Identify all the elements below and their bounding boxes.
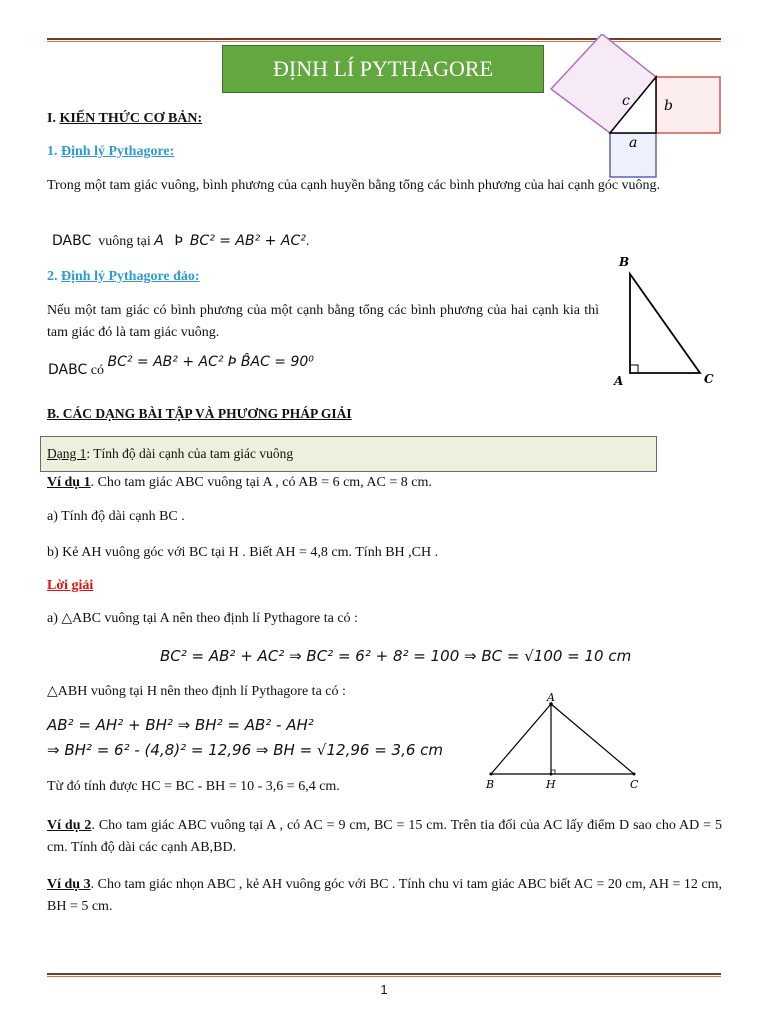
sol-eq1: BC² = AB² + AC² ⇒ BC² = 6² + 8² = 100 ⇒ BC = √100 = 10 cm	[160, 647, 632, 665]
label-B-lower: B	[486, 778, 495, 791]
vd3-text: Ví dụ 3. Cho tam giác nhọn ABC , kẻ AH vuông góc với BC . Tính chu vi tam giác ABC biết AC = 20 cm, AH = 12 cm, BH = 5 cm.	[47, 877, 722, 914]
label-B: B	[619, 255, 630, 269]
pythagoras-squares-figure	[545, 34, 725, 180]
vd1-b: b) Kẻ AH vuông góc với BC tại H . Biết AH = 4,8 cm. Tính BH ,CH .	[47, 545, 439, 560]
sol-eq2: AB² = AH² + BH² ⇒ BH² = AB² - AH²	[47, 716, 314, 734]
theorem1-text: Trong một tam giác vuông, bình phương của cạnh huyền bằng tổng các bình phương của hai cạnh góc vuông.	[47, 178, 661, 193]
bottom-rule	[47, 973, 721, 977]
page-title: ĐỊNH LÍ PYTHAGORE	[222, 45, 544, 93]
dang1-box: Dạng 1: Tính độ dài cạnh của tam giác vuông	[40, 436, 657, 472]
loi-giai-heading: Lời giải	[47, 578, 94, 593]
page-number: 1	[380, 982, 388, 997]
vd1-line1: Ví dụ 1. Cho tam giác ABC vuông tại A , có AB = 6 cm, AC = 8 cm.	[47, 475, 432, 490]
theorem2-formula: DABC có BC² = AB² + AC² Þ B̂AC = 90⁰	[48, 354, 314, 378]
label-C: C	[704, 372, 714, 386]
theorem2-text: Nếu một tam giác có bình phương của một cạnh bằng tổng các bình phương của hai cạnh kia thì tam giác đó là tam giác vuông.	[47, 303, 599, 340]
sol-abh-intro: △ABH vuông tại H nên theo định lí Pythagore ta có :	[47, 684, 346, 699]
label-c: c	[622, 93, 630, 109]
label-a: a	[629, 135, 638, 151]
sectionB-heading: B. CÁC DẠNG BÀI TẬP VÀ PHƯƠNG PHÁP GIẢI	[47, 406, 352, 421]
label-A: A	[614, 374, 624, 388]
right-triangle-figure	[608, 252, 726, 392]
label-A-lower: A	[547, 691, 555, 704]
triangle-bac	[630, 274, 700, 373]
label-C-lower: C	[630, 778, 639, 791]
sol-a-intro: a) △ABC vuông tại A nên theo định lí Pythagore ta có :	[47, 611, 358, 626]
label-b: b	[664, 98, 673, 114]
section1-heading: I. KIẾN THỨC CƠ BẢN:	[47, 111, 203, 126]
sol-hc-line: Từ đó tính được HC = BC - BH = 10 - 3,6 = 6,4 cm.	[47, 779, 340, 794]
label-H-lower: H	[546, 778, 556, 791]
theorem1-formula: DABC vuông tại A Þ BC² = AB² + AC².	[52, 233, 310, 249]
triangle-abc-lower	[491, 704, 634, 774]
theorem1-heading: 1. Định lý Pythagore:	[47, 144, 175, 159]
theorem2-heading: 2. Định lý Pythagore đảo:	[47, 269, 200, 284]
sol-eq3: ⇒ BH² = 6² - (4,8)² = 12,96 ⇒ BH = √12,96 = 3,6 cm	[47, 741, 444, 759]
vd1-a: a) Tính độ dài cạnh BC .	[47, 509, 185, 524]
triangle-abh-figure	[480, 688, 640, 794]
vd2-text: Ví dụ 2. Cho tam giác ABC vuông tại A , có AC = 9 cm, BC = 15 cm. Trên tia đối của AC lấy điểm D sao cho AD = 5 cm. Tính độ dài các cạnh AB,BD.	[47, 818, 722, 855]
right-angle-mark	[630, 365, 638, 373]
